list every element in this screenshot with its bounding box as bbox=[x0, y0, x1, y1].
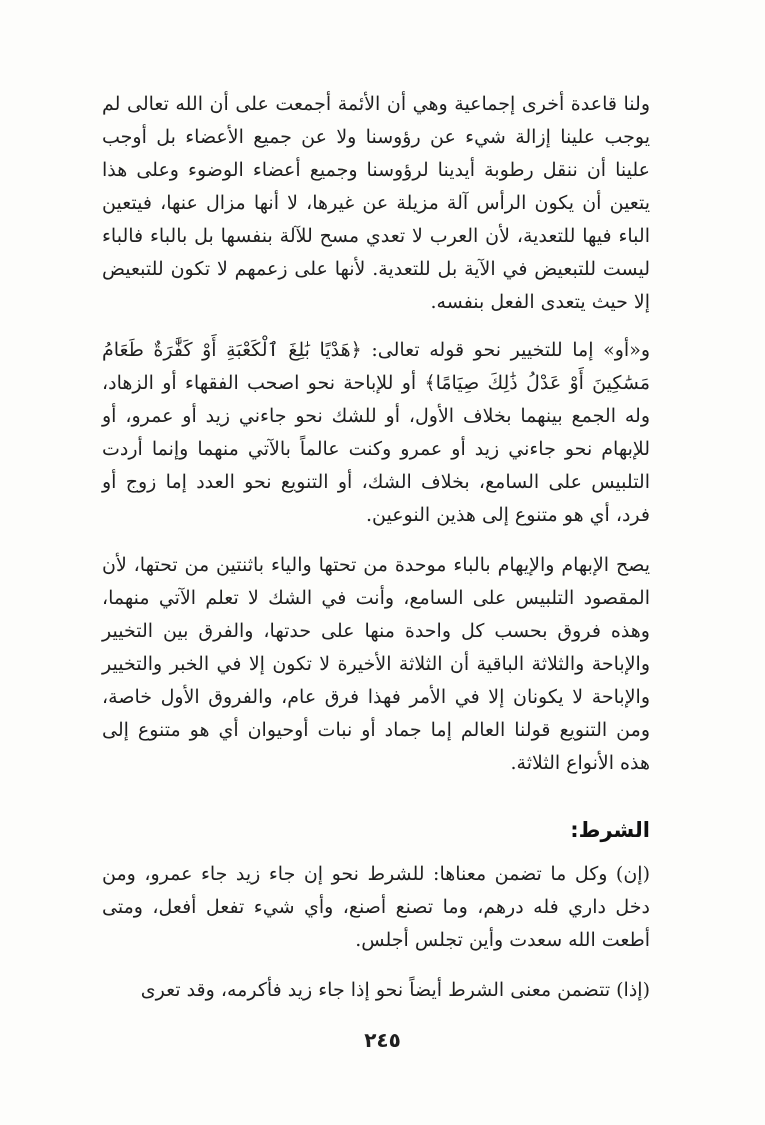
paragraph-ijmaa-rule: ولنا قاعدة أخرى إجماعية وهي أن الأئمة أجمعت على أن الله تعالى لم يوجب علينا إزالة شيء عن رؤوسنا ولا عن جميع الأعضاء بل أوجب علينا أن ننقل رطوبة أيدينا لرؤوسنا وجميع أعضاء الوضوء وعلى هذا يتعين أن يكون الرأس آلة مزيلة عن غيرها، لا أنها مزال عنها، فيتعين الباء فيها للتعدية، لأن العرب لا تعدي مسح للآلة بنفسها بل بالباء فالباء ليست للتبعيض في الآية بل للتعدية. لأنها على زعمهم لا تكون للتبعيض إلا حيث يتعدى الفعل بنفسه. bbox=[102, 93, 650, 313]
paragraph-idha-condition: (إذا) تتضمن معنى الشرط أيضاً نحو إذا جاء زيد فأكرمه، وقد تعرى bbox=[140, 979, 650, 1001]
paragraph-in-condition: (إن) وكل ما تضمن معناها: للشرط نحو إن جاء زيد جاء عمرو، ومن دخل داري فله درهم، وما تصنع أصنع، وأي شيء تفعل أفعل، ومتى أطعت الله سعدت وأين تجلس أجلس. bbox=[102, 863, 650, 951]
paragraph-aw-particle: و«أو» إما للتخيير نحو قوله تعالى: ﴿هَدْيًا بَٰلِغَ ٱلْكَعْبَةِ أَوْ كَفَّٰرَةٌ طَعَامُ مَسَٰكِينَ أَوْ عَدْلُ ذَٰلِكَ صِيَامًا﴾ أو للإباحة نحو اصحب الفقهاء أو الزهاد، وله الجمع بينهما بخلاف الأول، أو للشك نحو جاءني زيد أو عمرو، أو للإبهام نحو جاءني زيد أو عمرو وكنت عالماً بالآتي منهما وإنما أردت التلبيس على السامع، بخلاف الشك، أو التنويع نحو العدد إما زوج أو فرد، أي هو متنوع إلى هذين النوعين. bbox=[102, 339, 650, 526]
paragraph-ibham-ihaam: يصح الإبهام والإيهام بالباء موحدة من تحتها والياء باثنتين من تحتها، لأن المقصود التلبيس على السامع، وأنت في الشك لا تعلم الآتي منهما، وهذه فروق بحسب كل واحدة منها على حدتها، والفرق بين التخيير والإباحة والثلاثة الباقية أن الثلاثة الأخيرة لا تكون إلا في الخبر والتخيير والإباحة لا يكونان إلا في الأمر فهذا فرق عام، والفروق الأول خاصة، ومن التنويع قولنا العالم إما جماد أو نبات أوحيوان أي هو متنوع إلى هذه الأنواع الثلاثة. bbox=[102, 554, 650, 774]
section-heading-shart: الشرط: bbox=[570, 818, 650, 842]
page-number: ٢٤٥ bbox=[364, 1028, 401, 1052]
